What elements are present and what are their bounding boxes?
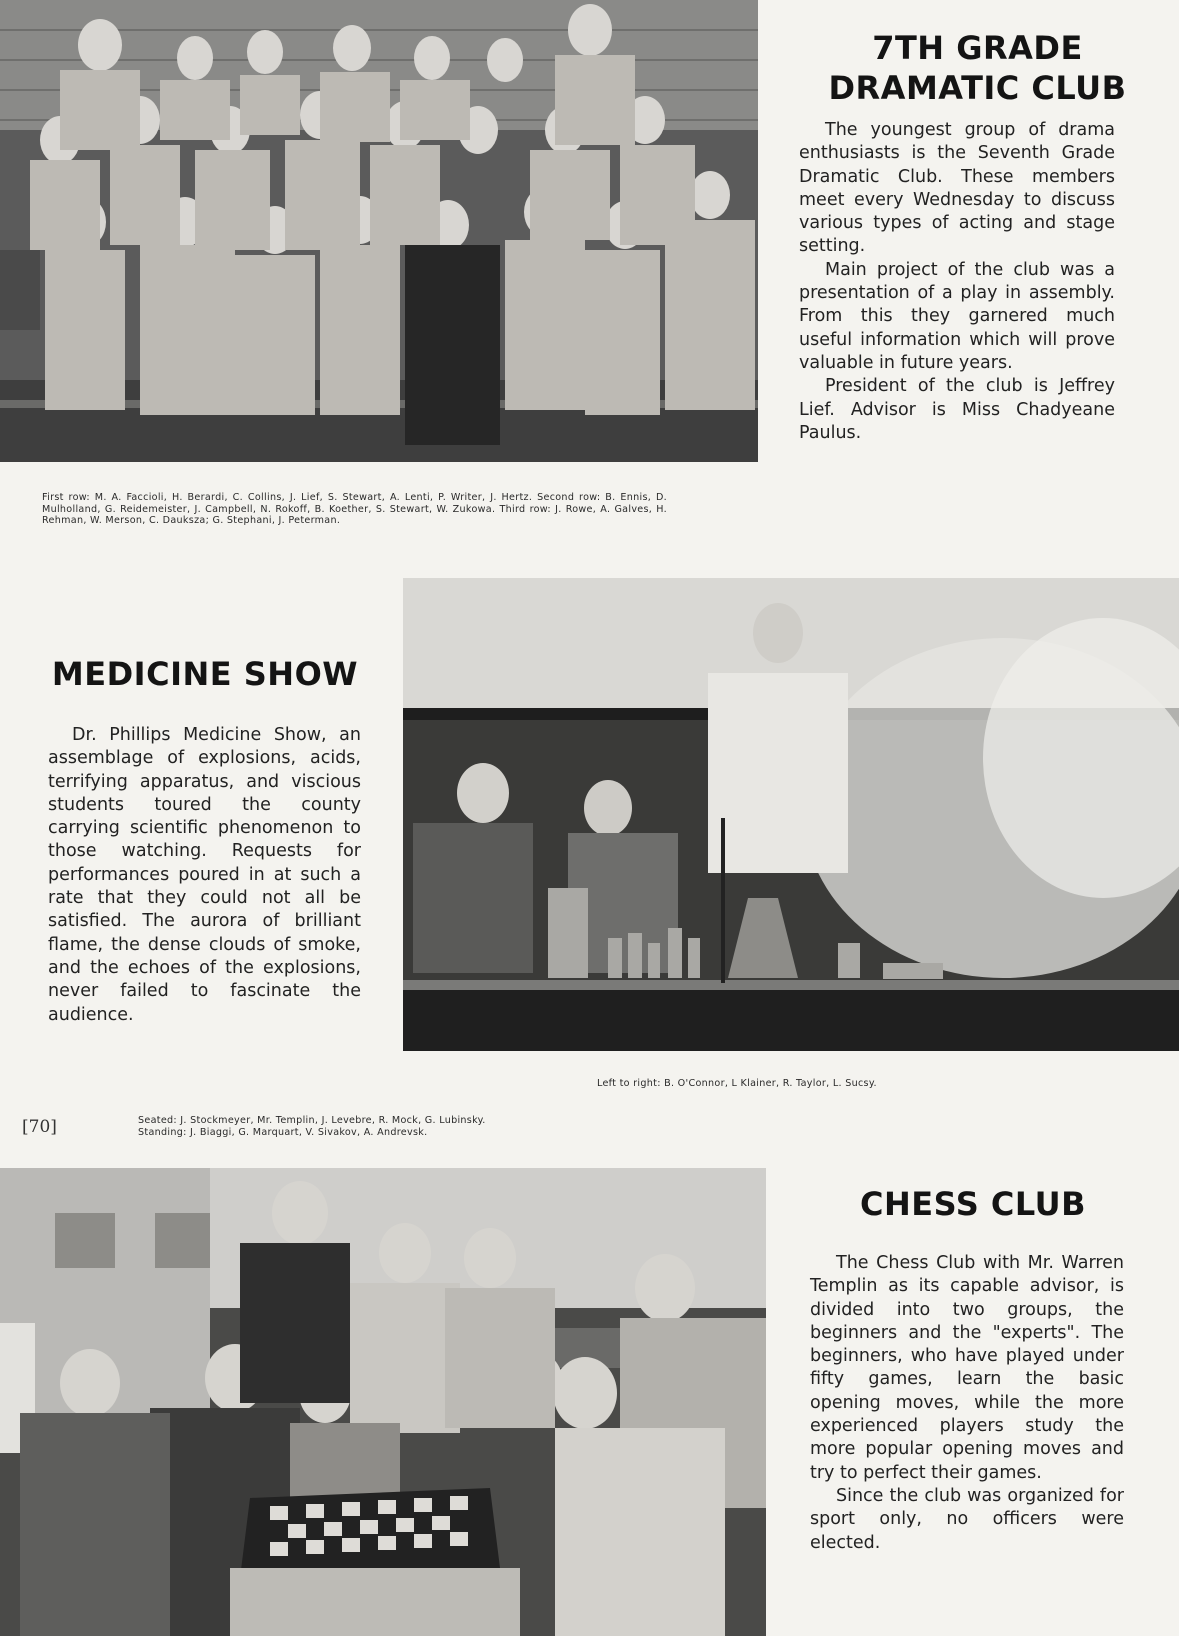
chess-club-paragraph: The Chess Club with Mr. Warren Templin as its capable advisor, is divided into two groups, the beginners and the "experts". The beginners, who have played under fifty games, learn the basic opening moves, while the more experienced players study the more popular opening moves and try to perfect their games. <box>810 1253 1124 1483</box>
dramatic-club-heading-line1: 7TH GRADE <box>872 29 1083 67</box>
chess-club-photo <box>0 1168 766 1636</box>
dramatic-club-paragraph: The youngest group of drama enthusiasts is the Seventh Grade Dramatic Club. These members meet every Wednesday to discuss various types of acting and stage setting. <box>799 120 1115 257</box>
chess-club-paragraph: Since the club was organized for sport only, no officers were elected. <box>810 1485 1124 1553</box>
dramatic-club-group-photo <box>0 0 758 462</box>
medicine-show-heading: MEDICINE SHOW <box>51 655 359 693</box>
medicine-show-paragraph: Dr. Phillips Medicine Show, an assemblage of explosions, acids, terrifying apparatus, and viscious students toured the county carrying scientific phenomenon to those watching. Requests for performances poured in at such a rate that they could not all be satisfied. The aurora of brilliant flame, the dense clouds of smoke, and the echoes of the explosions, never failed to fascinate the audience. <box>48 725 361 1025</box>
dramatic-club-text <box>799 119 1115 445</box>
chess-club-heading: CHESS CLUB <box>859 1185 1087 1223</box>
dramatic-club-heading <box>790 28 1165 108</box>
dramatic-club-paragraph: President of the club is Jeffrey Lief. Advisor is Miss Chadyeane Paulus. <box>799 376 1115 443</box>
dramatic-club-heading-line2: DRAMATIC CLUB <box>828 69 1127 107</box>
chess-club-caption <box>138 1115 638 1138</box>
page-number: [70] <box>22 1117 57 1137</box>
dramatic-club-paragraph: Main project of the club was a presentation of a play in assembly. From this they garnered much useful information which will prove valuable in future years. <box>799 259 1115 373</box>
chess-club-caption-standing: Standing: J. Biaggi, G. Marquart, V. Sivakov, A. Andrevsk. <box>138 1126 428 1138</box>
dramatic-club-caption: First row: M. A. Faccioli, H. Berardi, C. Collins, J. Lief, S. Stewart, A. Lenti, P. Writer, J. Hertz. Second row: B. Ennis, D. Mulholland, G. Reidemeister, J. Campbell, N. Rokoff, B. Koether, S. Stewart, W. Zukowa. Third row: J. Rowe, A. Galves, H. Rehman, W. Merson, C. Daukszа; G. Stephani, J. Peterman. <box>42 492 667 526</box>
medicine-show-caption: Left to right: B. O'Connor, L Klainer, R. Taylor, L. Sucsy. <box>597 1078 877 1089</box>
chess-club-caption-seated: Seated: J. Stockmeyer, Mr. Templin, J. Levebre, R. Mock, G. Lubinsky. <box>138 1115 486 1126</box>
chess-club-text <box>810 1252 1124 1555</box>
medicine-show-photo <box>403 578 1179 1051</box>
